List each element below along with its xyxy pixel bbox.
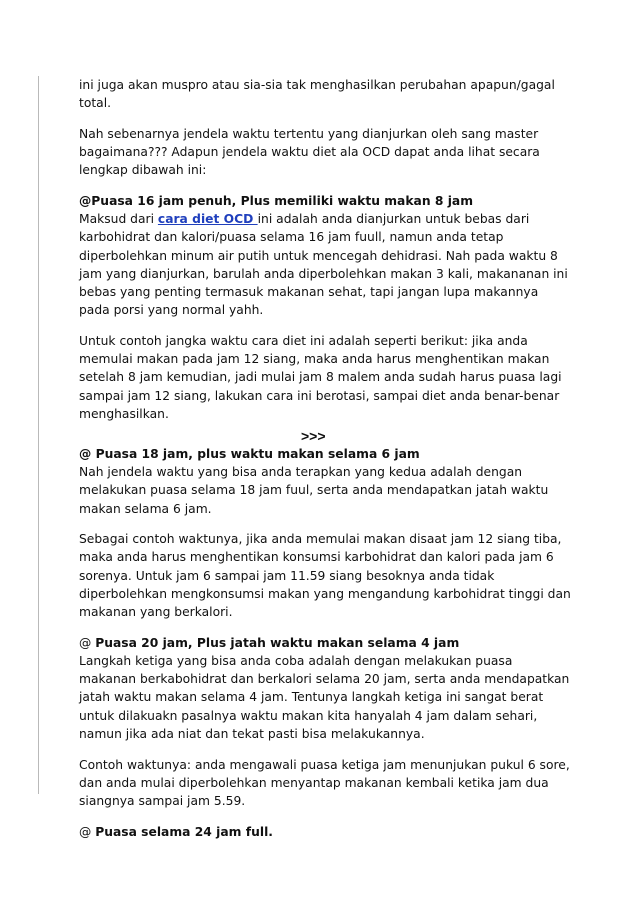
document-body <box>79 76 571 841</box>
heading-puasa-24 <box>79 823 571 841</box>
at-sign: @ <box>79 824 96 839</box>
page-margin-line <box>38 76 39 794</box>
paragraph-puasa-18-example: Sebagai contoh waktunya, jika anda memulai makan disaat jam 12 siang tiba, maka anda harus menghentikan konsumsi karbohidrat dan kalori pada jam 6 sorenya. Untuk jam 6 sampai jam 11.59 siang besoknya anda tidak diperbolehkan mengkonsumsi makan yang mengandung karbohidrat tinggi dan makanan yang berkalori. <box>79 532 571 620</box>
paragraph-puasa-20-desc: Langkah ketiga yang bisa anda coba adalah dengan melakukan puasa makanan berkabohidrat dan berkalori selama 20 jam, serta anda mendapatkan jatah waktu makan selama 4 jam. Tentunya langkah ketiga ini sangat berat untuk dilakuakn pasalnya waktu makan kita hanyalah 4 jam dalam sehari, namun jika ada niat dan tekat pasti bisa melakukannya. <box>79 653 570 741</box>
text-after-link: ini adalah anda dianjurkan untuk bebas dari karbohidrat dan kalori/puasa selama 16 jam fuull, namun anda tetap diperbolehkan minum air putih untuk mencegah dehidrasi. Nah pada waktu 8 jam yang dianjurkan, barulah anda diperbolehkan makan 3 kali, makananan ini bebas yang penting termasuk makanan sehat, tapi jangan lupa makannya pada porsi yang normal yahh. <box>79 212 568 318</box>
text-before-link: Maksud dari <box>79 212 158 227</box>
arrows-divider: >>> <box>301 427 326 444</box>
paragraph-puasa-18-desc: Nah jendela waktu yang bisa anda terapkan yang kedua adalah dengan melakukan puasa selama 18 jam fuul, serta anda mendapatkan jatah waktu makan selama 6 jam. <box>79 465 549 516</box>
paragraph-puasa-16-example: Untuk contoh jangka waktu cara diet ini adalah seperti berikut: jika anda memulai makan pada jam 12 siang, maka anda harus menghentikan makan setelah 8 jam kemudian, jadi mulai jam 8 malem anda sudah harus puasa lagi sampai jam 12 siang, lakukan cara ini berotasi, sampai diet anda benar-benar menghasilkan. <box>79 333 562 421</box>
cara-diet-ocd-link[interactable]: cara diet OCD <box>157 212 258 227</box>
paragraph-puasa-16-desc <box>79 210 571 319</box>
paragraph-intro: ini juga akan muspro atau sia-sia tak menghasilkan perubahan apapun/gagal total. <box>79 78 555 111</box>
paragraph-puasa-20-example: Contoh waktunya: anda mengawali puasa ketiga jam menunjukan pukul 6 sore, dan anda mulai diperbolehkan menyantap makanan kembali ketika jam dua siangnya sampai jam 5.59. <box>79 757 570 808</box>
heading-puasa-16: @Puasa 16 jam penuh, Plus memiliki waktu makan 8 jam <box>79 194 474 209</box>
paragraph-window-intro: Nah sebenarnya jendela waktu tertentu yang dianjurkan oleh sang master bagaimana??? Adapun jendela waktu diet ala OCD dapat anda lihat secara lengkap dibawah ini: <box>79 126 540 178</box>
heading-puasa-18: @ Puasa 18 jam, plus waktu makan selama 6 jam <box>79 446 420 461</box>
heading-puasa-24-text: Puasa selama 24 jam full. <box>95 824 273 839</box>
heading-puasa-20-text: Puasa 20 jam, Plus jatah waktu makan selama 4 jam <box>95 635 460 650</box>
heading-puasa-20 <box>79 634 571 652</box>
at-sign: @ <box>79 635 96 650</box>
